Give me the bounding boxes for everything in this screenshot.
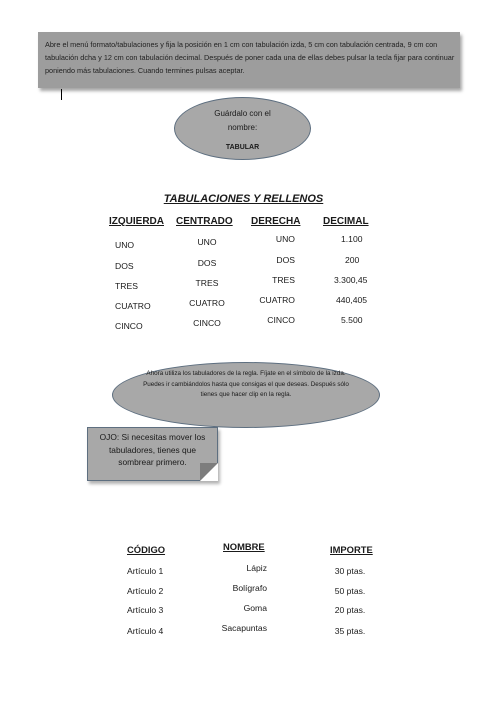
nombre-cell: Sacapuntas xyxy=(221,623,267,633)
header-codigo: CÓDIGO xyxy=(127,544,166,555)
nombre-cell: Bolígrafo xyxy=(232,583,267,593)
header-nombre: NOMBRE xyxy=(223,541,265,552)
izquierda-cell: DOS xyxy=(115,261,134,271)
nombre-cell: Goma xyxy=(243,603,267,613)
decimal-cell: 5.500 xyxy=(341,315,363,325)
warning-callout xyxy=(87,427,218,481)
header-izquierda: IZQUIERDA xyxy=(109,216,164,227)
warning-text: OJO: Si necesitas mover los tabuladores, tienes que sombrear primero. xyxy=(99,432,206,467)
header-centrado: CENTRADO xyxy=(176,216,233,227)
importe-cell: 30 ptas. xyxy=(334,566,366,576)
instructions-text: Abre el menú formato/tabulaciones y fija la posición en 1 cm con tabulación izda, 5 cm con tabulación centrada, 9 cm con tabulación dcha y 12 cm con tabulación decimal. Después de poner cada una de ellas debes pulsar la tecla fijar para continuar poniendo más tabulaciones. Cuando termines pulsas aceptar. xyxy=(45,40,455,76)
save-note-line2: nombre: xyxy=(227,123,258,132)
folded-corner xyxy=(200,463,218,481)
instructions-banner xyxy=(38,32,460,88)
text-cursor xyxy=(61,89,62,100)
decimal-cell: 200 xyxy=(345,255,360,265)
importe-cell: 50 ptas. xyxy=(334,586,366,596)
codigo-cell: Artículo 1 xyxy=(127,566,164,576)
centrado-cell: TRES xyxy=(195,278,219,288)
header-decimal: DECIMAL xyxy=(323,216,369,227)
save-note-ellipse xyxy=(174,97,311,160)
decimal-cell: 3.300,45 xyxy=(334,275,368,285)
header-importe: IMPORTE xyxy=(330,544,373,555)
decimal-cell: 1.100 xyxy=(341,234,363,244)
centrado-cell: CINCO xyxy=(193,318,221,328)
derecha-cell: UNO xyxy=(275,234,295,244)
save-note-line3: TABULAR xyxy=(225,144,260,151)
decimal-cell: 440,405 xyxy=(336,295,368,305)
codigo-cell: Artículo 4 xyxy=(127,626,164,636)
centrado-cell: CUATRO xyxy=(189,298,225,308)
save-note-line1: Guárdalo con el xyxy=(214,109,271,118)
centrado-cell: DOS xyxy=(197,258,217,268)
ruler-note-ellipse xyxy=(112,362,380,428)
ruler-note-text: Ahora utiliza los tabuladores de la regla. Fíjate en el símbolo de la izda. Puedes ir cambiándolos hasta que consigas el que deseas. Después sólo tienes que hacer clip en la regla. xyxy=(143,370,349,398)
importe-cell: 20 ptas. xyxy=(334,605,366,615)
codigo-cell: Artículo 2 xyxy=(127,586,164,596)
derecha-cell: CUATRO xyxy=(259,295,295,305)
header-derecha: DERECHA xyxy=(251,216,301,227)
izquierda-cell: TRES xyxy=(115,281,138,291)
section-title: TABULACIONES Y RELLENOS xyxy=(163,193,324,205)
importe-cell: 35 ptas. xyxy=(334,626,366,636)
derecha-cell: CINCO xyxy=(267,315,295,325)
centrado-cell: UNO xyxy=(197,237,217,247)
izquierda-cell: CINCO xyxy=(115,321,143,331)
derecha-cell: TRES xyxy=(272,275,295,285)
izquierda-cell: CUATRO xyxy=(115,301,151,311)
codigo-cell: Artículo 3 xyxy=(127,605,164,615)
izquierda-cell: UNO xyxy=(115,240,135,250)
nombre-cell: Lápiz xyxy=(246,563,267,573)
derecha-cell: DOS xyxy=(276,255,295,265)
